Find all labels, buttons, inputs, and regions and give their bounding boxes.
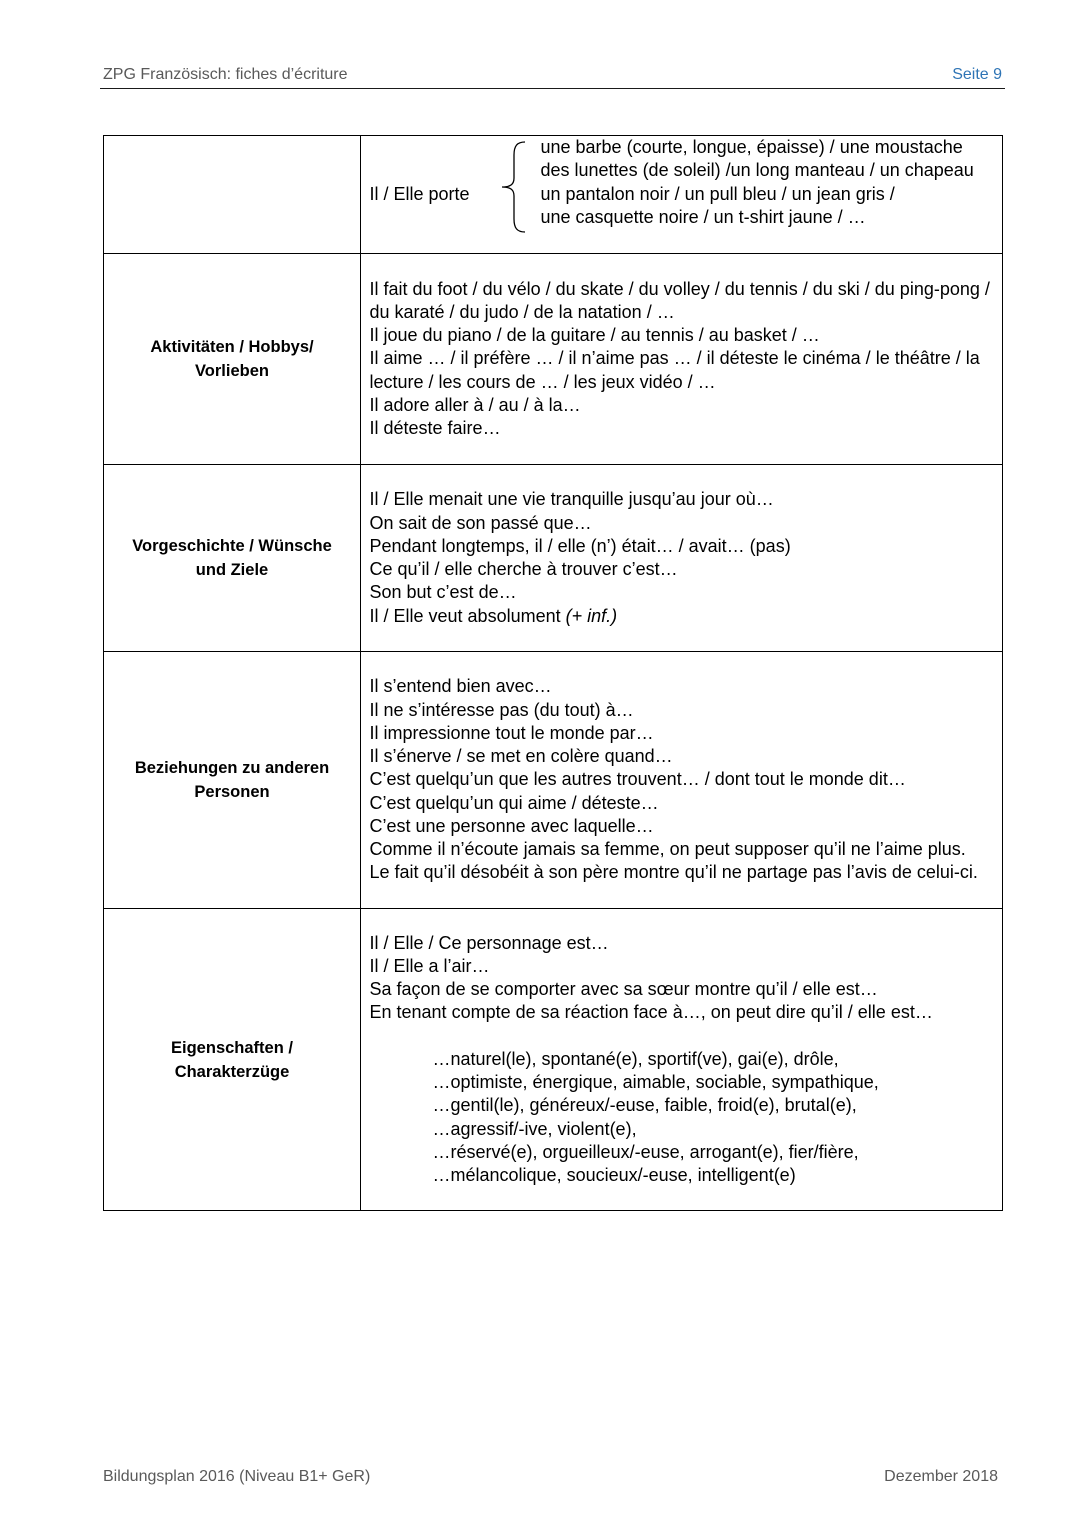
footer-date: Dezember 2018 — [884, 1468, 998, 1485]
row-label: Beziehungen zu anderen — [134, 759, 330, 777]
row-label: Vorlieben — [195, 362, 269, 380]
row-content-cell — [361, 465, 1002, 651]
appearance-item: une casquette noire / un t-shirt jaune / … — [540, 206, 866, 227]
phrase-line: Son but c’est de… — [369, 582, 517, 603]
phrase-line: Il impressionne tout le monde par… — [369, 722, 654, 743]
row-label: Charakterzüge — [174, 1062, 290, 1081]
phrase-line: On sait de son passé que… — [369, 512, 592, 533]
phrase-line: C’est une personne avec laquelle… — [369, 815, 654, 836]
adjective-line: …agressif/-ive, violent(e), — [432, 1118, 637, 1139]
row-label: und Ziele — [195, 561, 269, 579]
adjective-line: …mélancolique, soucieux/-euse, intelligent(e) — [432, 1165, 796, 1186]
phrase-line: Sa façon de se comporter avec sa sœur montre qu’il / elle est… — [369, 979, 878, 1000]
row-content-cell — [361, 652, 1002, 908]
phrase-line: Il aime … / il préfère … / il n’aime pas … / il déteste le cinéma / le théâtre / la — [369, 348, 980, 369]
phrase-line: Il déteste faire… — [369, 418, 501, 439]
phrase-line: Il adore aller à / au / à la… — [369, 394, 581, 415]
adjective-list — [433, 1048, 1003, 1188]
adjective-line: …réservé(e), orgueilleux/-euse, arrogant(e), fier/fière, — [432, 1141, 859, 1162]
phrase-line: Il joue du piano / de la guitare / au tennis / au basket / … — [369, 325, 820, 346]
row-label-cell — [104, 652, 361, 908]
table-row-traits — [103, 908, 1003, 1211]
phrase-line: C’est quelqu’un que les autres trouvent… / dont tout le monde dit… — [369, 769, 906, 790]
phrase-line — [370, 605, 1003, 628]
table-row-relationships — [103, 651, 1003, 908]
row-content-cell — [361, 136, 1002, 253]
appearance-subject: Il / Elle porte — [369, 184, 470, 204]
row-label-cell — [104, 909, 361, 1210]
phrase-line: Il s’énerve / se met en colère quand… — [369, 746, 673, 767]
phrase-line: Il fait du foot / du vélo / du skate / du volley / du tennis / du ski / du ping-pong / — [369, 278, 990, 299]
phrase-line: C’est quelqu’un qui aime / déteste… — [369, 792, 659, 813]
phrase-text: Il / Elle veut absolument — [369, 605, 561, 626]
appearance-item: une barbe (courte, longue, épaisse) / une moustache — [540, 137, 963, 157]
row-content-cell — [361, 254, 1002, 464]
table-row-appearance — [103, 135, 1003, 253]
phrase-line: Ce qu’il / elle cherche à trouver c’est… — [369, 559, 678, 579]
phrase-line: Il ne s’intéresse pas (du tout) à… — [369, 699, 634, 720]
page-header-title: ZPG Französisch: fiches d’écriture — [103, 66, 348, 83]
page-number: Seite 9 — [952, 66, 1002, 83]
header-rule — [100, 88, 1005, 90]
phrase-line: Pendant longtemps, il / elle (n’) était… / avait… (pas) — [369, 535, 791, 556]
phrase-line: Il / Elle / Ce personnage est… — [369, 932, 609, 953]
footer-curriculum: Bildungsplan 2016 (Niveau B1+ GeR) — [103, 1468, 371, 1485]
row-label: Aktivitäten / Hobbys/ — [150, 338, 314, 356]
phrase-line: Le fait qu’il désobéit à son père montre qu’il ne partage pas l’avis de celui-ci. — [369, 862, 978, 883]
phrase-line: Comme il n’écoute jamais sa femme, on peut supposer qu’il ne l’aime plus. — [369, 839, 966, 860]
row-label: Vorgeschichte / Wünsche — [132, 537, 332, 555]
phrase-line: du karaté / du judo / de la natation / … — [369, 301, 675, 322]
phrase-line: En tenant compte de sa réaction face à…, on peut dire qu’il / elle est… — [369, 1002, 933, 1023]
row-label: Eigenschaften / — [171, 1038, 293, 1057]
phrase-italic-note: (+ inf.) — [565, 605, 618, 626]
phrase-line: Il s’entend bien avec… — [369, 676, 552, 697]
adjective-line: …gentil(le), généreux/-euse, faible, froid(e), brutal(e), — [432, 1095, 857, 1116]
adjective-line: …optimiste, énergique, aimable, sociable, sympathique, — [432, 1072, 879, 1093]
row-content-cell — [361, 909, 1002, 1210]
phrase-line: Il / Elle menait une vie tranquille jusqu’au jour où… — [369, 489, 774, 510]
table-row-activities — [103, 253, 1003, 464]
phrase-line: Il / Elle a l’air… — [369, 955, 490, 976]
adjective-line: …naturel(le), spontané(e), sportif(ve), gai(e), drôle, — [432, 1048, 839, 1069]
appearance-item: des lunettes (de soleil) /un long manteau / un chapeau — [540, 160, 974, 181]
table-row-background — [103, 464, 1003, 651]
row-label: Personen — [194, 783, 270, 801]
appearance-items — [541, 136, 974, 229]
row-label-cell — [104, 254, 361, 464]
row-label-cell — [104, 465, 361, 651]
phrase-line: lecture / les cours de … / les jeux vidéo / … — [369, 371, 716, 392]
row-label-cell — [104, 136, 361, 253]
appearance-item: un pantalon noir / un pull bleu / un jean gris / — [540, 183, 895, 204]
curly-brace-icon — [497, 140, 529, 234]
